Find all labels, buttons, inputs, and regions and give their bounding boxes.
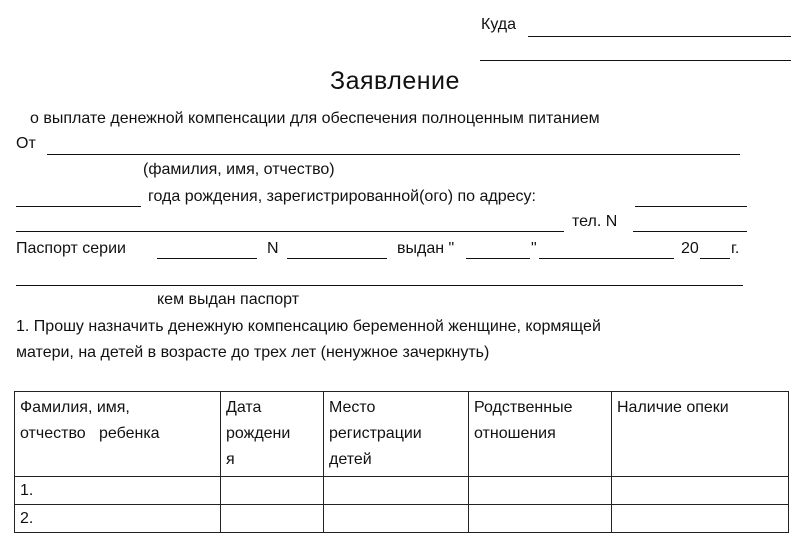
- passport-quote-close: ": [531, 240, 537, 257]
- header-registration-place-line-3: детей: [329, 451, 372, 468]
- passport-issued-label: выдан ": [397, 240, 455, 257]
- header-registration-place-line-1: Место: [329, 399, 376, 416]
- row-1-custody-cell[interactable]: [612, 477, 789, 505]
- row-2-custody-cell[interactable]: [612, 505, 789, 533]
- birth-year-line[interactable]: [16, 206, 141, 207]
- to-field-line-2[interactable]: [480, 60, 791, 61]
- address-line-2[interactable]: [16, 231, 564, 232]
- row-1-registration-cell[interactable]: [324, 477, 469, 505]
- passport-series-line[interactable]: [157, 258, 257, 259]
- table-row: [15, 477, 789, 505]
- header-custody: [612, 392, 789, 477]
- children-table: [14, 391, 789, 533]
- header-birth-date-line-2: рождени: [226, 425, 291, 442]
- passport-year-suffix: г.: [731, 240, 740, 257]
- table-header-row: [15, 392, 789, 477]
- header-child-name-line-1: Фамилия, имя,: [20, 399, 130, 416]
- header-registration-place-line-2: регистрации: [329, 425, 422, 442]
- header-birth-date: [221, 392, 324, 477]
- header-relation-line-1: Родственные: [474, 399, 573, 416]
- passport-series-label: Паспорт серии: [16, 240, 126, 257]
- row-2-birth-date-cell[interactable]: [221, 505, 324, 533]
- phone-line[interactable]: [633, 231, 747, 232]
- header-birth-date-line-3: я: [226, 451, 235, 468]
- header-birth-date-line-1: Дата: [226, 399, 262, 416]
- row-2-relation-cell[interactable]: [469, 505, 612, 533]
- document-title: Заявление: [330, 67, 460, 95]
- table-row: [15, 505, 789, 533]
- header-child-name-line-2: отчество ребенка: [20, 425, 160, 442]
- row-1-relation-cell[interactable]: [469, 477, 612, 505]
- header-relation-line-2: отношения: [474, 425, 556, 442]
- row-2-number[interactable]: 2.: [15, 505, 221, 533]
- issued-by-hint: кем выдан паспорт: [157, 291, 300, 308]
- fio-hint: (фамилия, имя, отчество): [143, 161, 335, 178]
- header-custody-label: Наличие опеки: [617, 399, 729, 416]
- from-label: От: [16, 135, 36, 152]
- request-text-line-1: 1. Прошу назначить денежную компенсацию беременной женщине, кормящей: [16, 318, 601, 335]
- passport-month-line[interactable]: [539, 258, 674, 259]
- row-1-birth-date-cell[interactable]: [221, 477, 324, 505]
- header-child-name: [15, 392, 221, 477]
- from-field-line[interactable]: [47, 154, 740, 155]
- passport-number-line[interactable]: [287, 258, 387, 259]
- row-1-number[interactable]: 1.: [15, 477, 221, 505]
- passport-year-prefix: 20: [681, 240, 699, 257]
- row-2-registration-cell[interactable]: [324, 505, 469, 533]
- passport-day-line[interactable]: [466, 258, 530, 259]
- passport-year-line[interactable]: [700, 258, 730, 259]
- to-label: Куда: [481, 16, 517, 33]
- address-line-1[interactable]: [635, 206, 747, 207]
- to-field-line-1[interactable]: [528, 36, 791, 37]
- birth-address-text: года рождения, зарегистрированной(ого) по адресу:: [148, 188, 536, 205]
- issued-by-line[interactable]: [16, 285, 743, 286]
- header-registration-place: [324, 392, 469, 477]
- document-subtitle: о выплате денежной компенсации для обеспечения полноценным питанием: [30, 110, 600, 127]
- phone-label: тел. N: [572, 213, 618, 230]
- passport-number-label: N: [267, 240, 279, 257]
- header-relation: [469, 392, 612, 477]
- request-text-line-2: матери, на детей в возрасте до трех лет (ненужное зачеркнуть): [16, 344, 490, 361]
